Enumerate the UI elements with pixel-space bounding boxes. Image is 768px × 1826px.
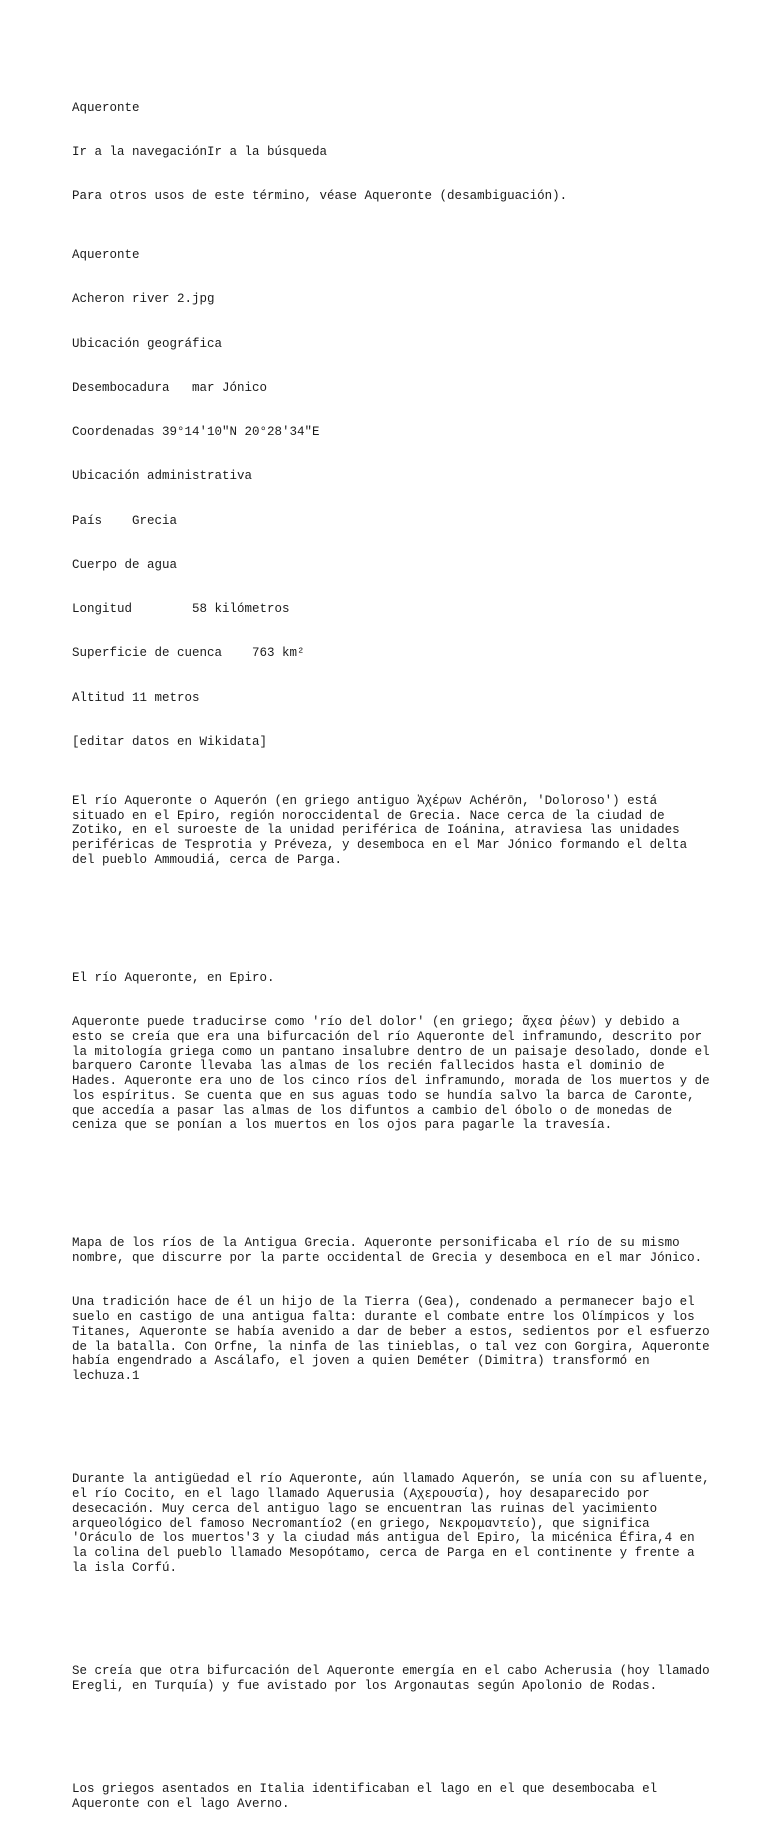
- infobox-altitude: Altitud 11 metros: [72, 690, 200, 705]
- infobox-country: País Grecia: [72, 513, 178, 528]
- infobox-image-filename[interactable]: Acheron river 2.jpg: [72, 292, 215, 307]
- spacer: [72, 1723, 712, 1738]
- infobox-name: Aqueronte: [72, 248, 140, 262]
- infobox-length: Longitud 58 kilómetros: [72, 602, 290, 616]
- infobox-basin-area: Superficie de cuenca 763 km²: [72, 646, 305, 661]
- intro-paragraph: El río Aqueronte o Aquerón (en griego antiguo Ἀχέρων Achérōn, 'Doloroso') está situado en el Epiro, región noroccidental de Grecia. Nace cerca de la ciudad de Zotiko, en el suroeste de la unidad periférica de Ioánina, atraviesa las unidades periféricas de Tesprotia y Préveza, y desemboca en el Mar Jónico formando el delta del pueblo Ammoudiá, cerca de Parga.: [72, 793, 695, 867]
- acherusia-paragraph: Se creía que otra bifurcación del Aqueronte emergía en el cabo Acherusia (hoy llamado Eregli, en Turquía) y fue avistado por los Argonautas según Apolonio de Rodas.: [72, 1664, 718, 1693]
- spacer: [72, 897, 712, 927]
- infobox-water-heading: Cuerpo de agua: [72, 557, 178, 572]
- document-body: [72, 71, 718, 1826]
- meaning-paragraph: Aqueronte puede traducirse como 'río del dolor' (en griego; ἄχεα ῥέων) y debido a esto se creía que era una bifurcación del río Aqueronte del inframundo, descrito por la mitología griega como un pantano insalubre dentro de un paisaje desolado, donde el barquero Caronte llevaba las almas de los recién fallecidos hasta el dominio de Hades. Aqueronte era uno de los cinco ríos del inframundo, morada de los muertos y de los espíritus. Se cuenta que en sus aguas todo se hundía salvo la barca de Caronte, que accedía a pasar las almas de los difuntos a cambio del óbolo o de monedas de ceniza que se ponían a los muertos en los ojos para pagarle la travesía.: [72, 1015, 718, 1133]
- page-title: Aqueronte: [72, 100, 140, 115]
- navigation-links[interactable]: Ir a la navegaciónIr a la búsqueda: [72, 144, 328, 159]
- disambiguation-note: Para otros usos de este término, véase Aqueronte (desambiguación).: [72, 189, 568, 203]
- spacer: [72, 1413, 712, 1428]
- image-caption-river: El río Aqueronte, en Epiro.: [72, 970, 275, 985]
- italy-paragraph: Los griegos asentados en Italia identificaban el lago en el que desembocaba el Aqueronte con el lago Averno.: [72, 1782, 665, 1811]
- infobox-geo-heading: Ubicación geográfica: [72, 336, 223, 351]
- infobox-coordinates[interactable]: Coordenadas 39°14′10″N 20°28′34″E: [72, 425, 320, 439]
- antiquity-paragraph: Durante la antigüedad el río Aqueronte, aún llamado Aquerón, se unía con su afluente, el río Cocito, en el lago llamado Aquerusia (Αχερουσία), hoy desaparecido por desecación. Muy cerca del antiguo lago se encuentran las ruinas del yacimiento arqueológico del famoso Necromantío2 (en griego, Νεκρομαντείο), que significa 'Oráculo de los muertos'3 y la ciudad más antigua del Epiro, la micénica Éfira,4 en la colina del pueblo llamado Mesopótamo, cerca de Parga en el continente y frente a la isla Corfú.: [72, 1472, 718, 1575]
- image-caption-map: Mapa de los ríos de la Antigua Grecia. Aqueronte personificaba el río de su mismo nombre, que discurre por la parte occidental de Grecia y desemboca en el mar Jónico.: [72, 1236, 703, 1265]
- wikidata-edit-link[interactable]: [editar datos en Wikidata]: [72, 734, 268, 749]
- spacer: [72, 1163, 712, 1193]
- legend-paragraph: Una tradición hace de él un hijo de la Tierra (Gea), condenado a permanecer bajo el suelo en castigo de una antigua falta: durante el combate entre los Olímpicos y los Titanes, Aqueronte se había avenido a dar de beber a estos, sedientos por el esfuerzo de la batalla. Con Orfne, la ninfa de las tinieblas, o tal vez con Gorgira, Aqueronte había engendrado a Ascálafo, el joven a quien Deméter (Dimitra) transformó en lechuza.1: [72, 1295, 718, 1383]
- infobox-admin-heading: Ubicación administrativa: [72, 469, 253, 484]
- spacer: [72, 1605, 712, 1620]
- infobox-mouth: Desembocadura mar Jónico: [72, 380, 268, 395]
